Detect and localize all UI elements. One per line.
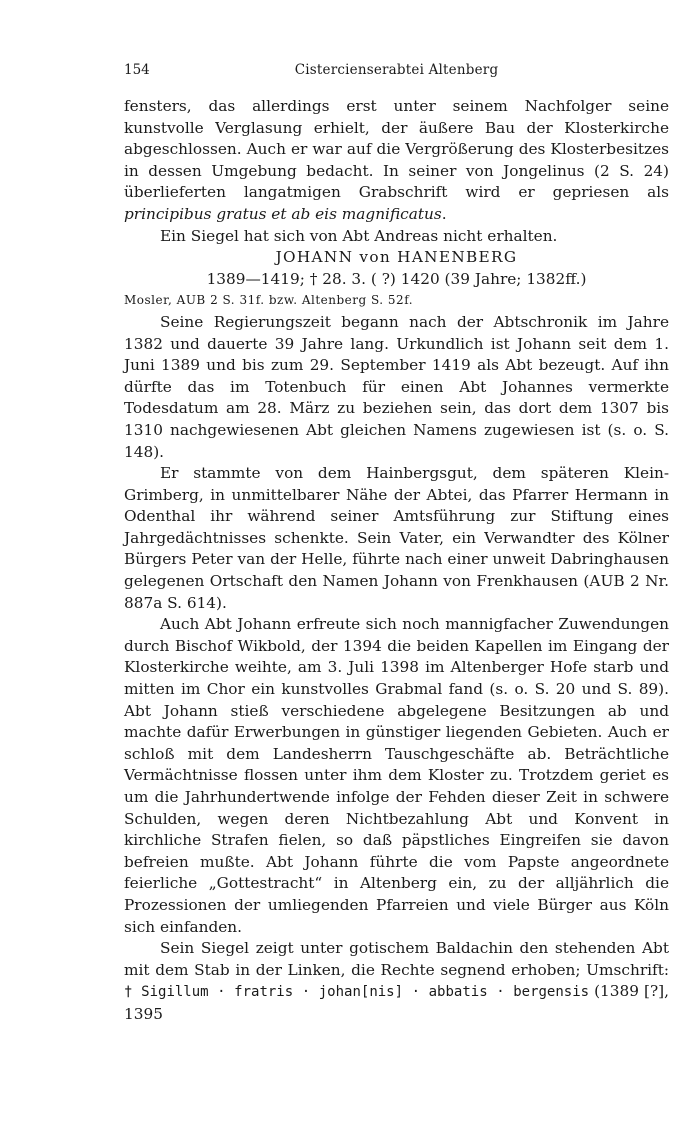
paragraph-4: Er stammte von dem Hainbergsgut, dem späteren Klein-Grimberg, in unmittelbarer Nähe der Abtei, das Pfarrer Hermann in Odenthal ihr während seiner Amtsführung zur Stiftung eines Jahrgedächtnisses schenkte. Sein Vater, ein Verwandter des Kölner Bürgers Peter van der Helle, führte nach einer unweit Dabringhausen gelegenen Ortschaft den Namen Johann von Frenkhausen (AUB 2 Nr. 887a S. 614).: [124, 464, 669, 612]
book-page: [124, 62, 669, 1026]
running-title: Cistercienserabtei Altenberg: [294, 62, 499, 78]
paragraph-2: Ein Siegel hat sich von Abt Andreas nicht erhalten.: [160, 226, 558, 245]
body-text: [124, 96, 669, 1026]
paragraph-1: fensters, das allerdings erst unter seinem Nachfolger seine kunstvolle Verglasung erhielt, der äußere Bau der Klosterkirche abgeschlossen. Auch er war auf die Vergrößerung des Klosterbesitzes in dessen Umgebung bedacht. In seiner von Jongelinus (2 S. 24) überlieferten langatmigen Grabschrift wird er gepriesen als principibus gratus et ab eis magnificatus.: [124, 97, 669, 223]
paragraph-3: Seine Regierungszeit begann nach der Abtschronik im Jahre 1382 und dauerte 39 Jahre lang. Urkundlich ist Johann seit dem 1. Juni 1389 und bis zum 29. September 1419 als Abt bezeugt. Auf ihn dürfte das im Totenbuch für einen Abt Johannes vermerkte Todesdatum am 28. März zu beziehen sein, das dort dem 1307 bis 1310 nachgewiesenen Abt gleichen Namens zugewiesen ist (s. o. S. 148).: [124, 312, 669, 461]
paragraph-5: Auch Abt Johann erfreute sich noch mannigfacher Zuwendungen durch Bischof Wikbold, der 1394 die beiden Kapellen im Eingang der Klosterkirche weihte, am 3. Juli 1398 im Altenberger Hofe starb und mitten im Chor ein kunstvolles Grabmal fand (s. o. S. 20 und S. 89). Abt Johann stieß verschiedene abgelegene Besitzungen ab und machte dafür Erwerbungen in günstiger liegenden Gebieten. Auch er schloß mit dem Landesherrn Tauschgeschäfte ab. Beträchtliche Vermächtnisse flossen unter ihm dem Kloster zu. Trotzdem geriet es um die Jahrhundertwende infolge der Fehden dieser Zeit in schwere Schulden, wegen deren Nichtbezahlung Abt und Konvent in kirchliche Strafen fielen, so daß päpstliches Eingreifen sie davon befreien mußte. Abt Johann führte die vom Papste angeordnete feierliche „Gottestracht“ in Altenberg ein, zu der alljährlich die Prozessionen der umliegenden Pfarreien und viele Bürger aus Köln sich einfanden.: [124, 615, 669, 936]
page-number: 154: [124, 62, 150, 78]
latin-quote: principibus gratus et ab eis magnificatus: [124, 204, 442, 223]
paragraph-6: Sein Siegel zeigt unter gotischem Baldachin den stehenden Abt mit dem Stab in der Linken, die Rechte segnend erhoben; Umschrift: † Sigillum · fratris · johan[nis] · abbatis · bergensis (1389 [?], 1395: [124, 939, 669, 1023]
section-title: JOHANN von HANENBERG: [275, 248, 518, 267]
section-source: Mosler, AUB 2 S. 31f. bzw. Altenberg S. 52f.: [124, 293, 414, 308]
seal-inscription: † Sigillum · fratris · johan[nis] · abbatis · bergensis: [124, 984, 590, 1001]
page-header: [124, 62, 669, 84]
section-dates: 1389—1419; † 28. 3. ( ?) 1420 (39 Jahre; 1382ff.): [206, 269, 587, 288]
